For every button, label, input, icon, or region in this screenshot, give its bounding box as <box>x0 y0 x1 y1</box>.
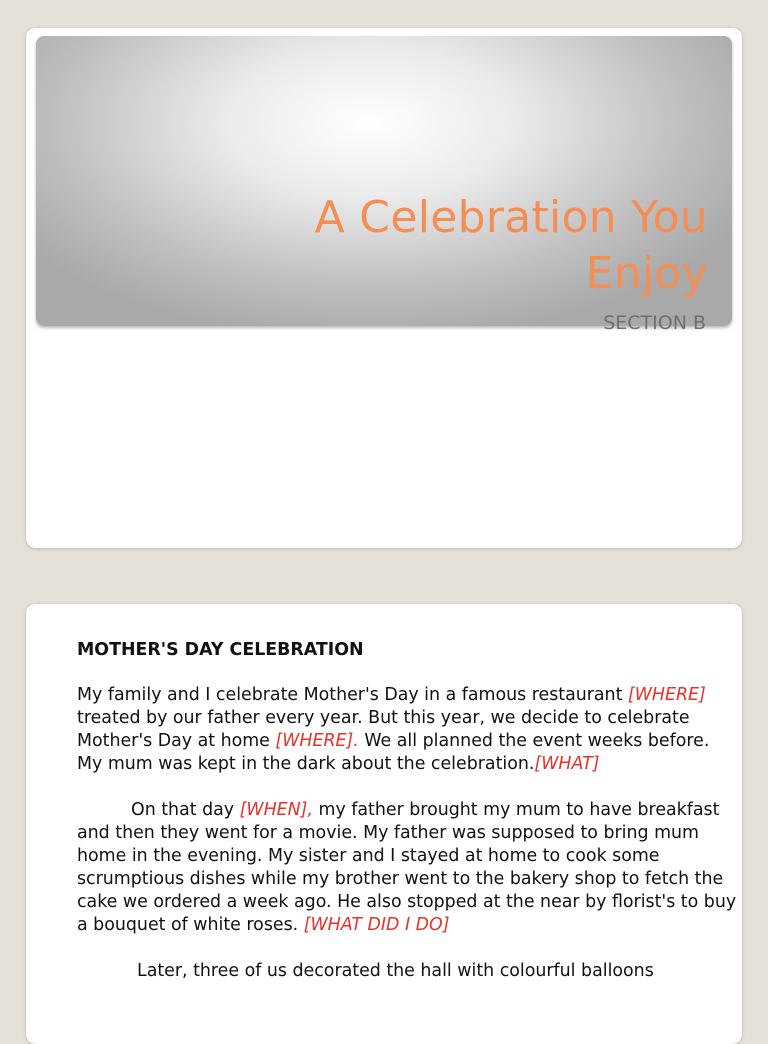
paragraph-1-tag-what: [WHAT] <box>534 754 600 774</box>
essay-paragraph-2 <box>77 799 737 937</box>
paragraph-1-text-3: We all planned the event weeks before. My mum was kept in the dark about the celebration. <box>77 731 710 774</box>
paragraph-3-text-1: Later, three of us decorated the hall with colourful balloons <box>137 961 654 981</box>
slide-title <box>315 190 708 302</box>
essay-heading: MOTHER'S DAY CELEBRATION <box>77 640 364 660</box>
paragraph-1-text-2: treated by our father every year. But this year, we decide to celebrate Mother's Day at home <box>77 708 690 751</box>
slide-title-line-2: Enjoy <box>585 248 708 299</box>
paragraph-1-tag-where-2: [WHERE]. <box>275 731 359 751</box>
essay-paragraph-3 <box>77 960 737 983</box>
paragraph-2-tag-when: [WHEN], <box>239 800 313 820</box>
essay-paragraph-1 <box>77 684 737 776</box>
slide-title-line-1: A Celebration You <box>314 192 708 243</box>
paragraph-2-text-2: my father brought my mum to have breakfast and then they went for a movie. My father was supposed to bring mum home in the evening. My sister and I stayed at home to cook some scrumptious dishes while my brother went to the bakery shop to fetch the cake we ordered a week ago. He also stopped at the near by florist's to buy a bouquet of white roses. <box>77 800 737 935</box>
essay-body <box>77 639 737 1006</box>
paragraph-1-tag-where: [WHERE] <box>627 685 706 705</box>
paragraph-1-text-1: My family and I celebrate Mother's Day in a famous restaurant <box>77 685 628 705</box>
slide-subtitle: SECTION B <box>603 312 706 334</box>
content-slide <box>26 604 742 1044</box>
paragraph-2-tag-what-did-i-do: [WHAT DID I DO] <box>303 915 450 935</box>
title-slide <box>26 28 742 548</box>
paragraph-2-text-1: On that day <box>131 800 240 820</box>
